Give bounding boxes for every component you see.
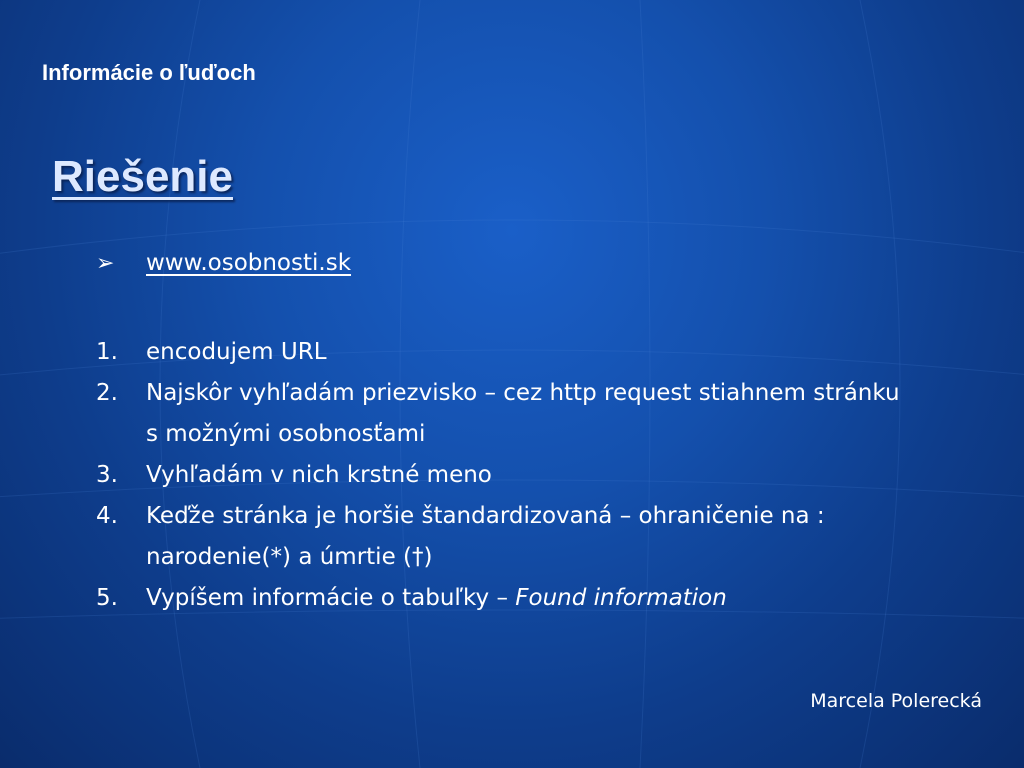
step-text	[146, 578, 916, 619]
step-text-main: Vypíšem informácie o tabuľky –	[146, 585, 516, 611]
list-item	[96, 455, 916, 496]
presentation-header: Informácie o ľuďoch	[42, 60, 256, 85]
website-link[interactable]: www.osobnosti.sk	[146, 250, 352, 276]
step-number: 4.	[96, 503, 118, 529]
list-item	[96, 373, 916, 455]
step-text: encodujem URL	[146, 339, 327, 365]
step-text: Vyhľadám v nich krstné meno	[146, 462, 492, 488]
step-number: 1.	[96, 339, 118, 365]
author-name: Marcela Polerecká	[810, 690, 982, 712]
step-text: Najskôr vyhľadám priezvisko – cez http request stiahnem stránku s možnými osobnosťami	[146, 380, 900, 447]
step-text: Keďže stránka je horšie štandardizovaná – ohraničenie na : narodenie(*) a úmrtie (†)	[146, 503, 825, 570]
step-number: 2.	[96, 380, 118, 406]
step-number: 5.	[96, 585, 118, 611]
list-item	[96, 332, 916, 373]
step-text-emphasis: Found information	[515, 585, 727, 611]
list-item	[96, 496, 916, 578]
list-item	[96, 578, 916, 619]
step-number: 3.	[96, 462, 118, 488]
steps-list	[96, 332, 916, 619]
bullet-item	[96, 250, 351, 276]
slide-title: Riešenie	[52, 152, 233, 201]
arrow-bullet-icon: ➢	[96, 250, 115, 275]
